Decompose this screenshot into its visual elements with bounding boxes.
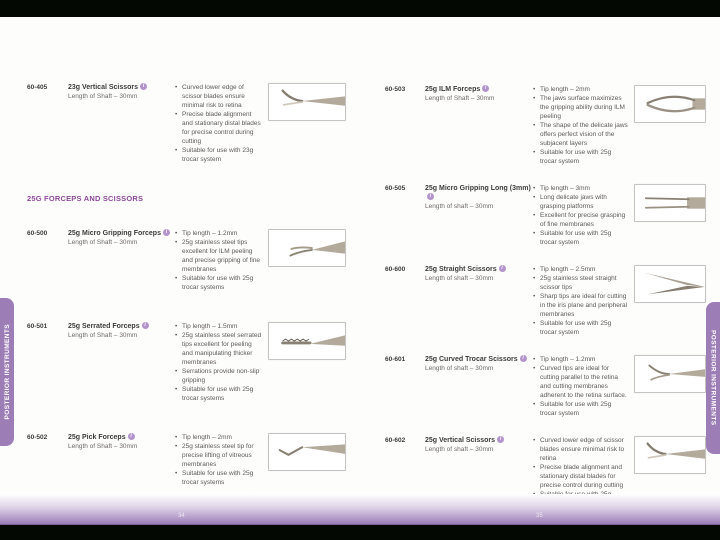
feature-list	[533, 184, 634, 247]
product-row	[27, 322, 346, 403]
info-icon[interactable]: i	[427, 193, 434, 200]
product-name: 25g ILM Forceps	[425, 86, 481, 93]
feature-item: • Curved tips are ideal for cutting parallel to the retina and cutting membranes adherent to the retina surface.	[533, 364, 628, 400]
product-title-block	[68, 322, 175, 340]
sidebar-tab-posterior-instruments-left	[0, 298, 14, 446]
product-name: 25g Vertical Scissors	[425, 437, 496, 444]
info-icon[interactable]: i	[482, 85, 489, 92]
product-name: 25g Straight Scissors	[425, 266, 497, 273]
feature-item: • Tip length – 2mm	[533, 85, 628, 94]
feature-item: • Tip length – 1.2mm	[175, 229, 262, 238]
feature-item: • Suitable for use with 25g trocar system	[533, 148, 628, 166]
product-code: 60-500	[27, 230, 48, 237]
product-code: 60-405	[27, 84, 48, 91]
feature-item: • Suitable for use with 23g trocar system	[175, 146, 262, 164]
feature-item: • Suitable for use with 25g trocar systems	[175, 274, 262, 292]
feature-item: • Suitable for use with 25g trocar system	[533, 400, 628, 418]
instrument-photo-forceps-ilm	[634, 85, 706, 123]
instrument-photo-forceps-pick	[268, 433, 346, 471]
shaft-length-label: Length of shaft – 30mm	[425, 365, 494, 372]
product-title-block	[425, 436, 533, 454]
product-code: 60-502	[27, 434, 48, 441]
feature-item: • Sharp tips are ideal for cutting in the iris plane and peripheral membranes	[533, 292, 628, 319]
product-row	[27, 433, 346, 487]
instrument-photo-scissors-curved-vertical	[268, 83, 346, 121]
shaft-length-label: Length of shaft – 30mm	[425, 446, 494, 453]
feature-item: • Precise blade alignment and stationary distal blades for precise control during cutting	[175, 110, 262, 146]
product-row	[27, 229, 346, 292]
product-title-block	[68, 433, 175, 451]
product-row	[385, 85, 706, 166]
feature-item: • Suitable for use with 25g trocar system	[533, 319, 628, 337]
footer-gradient-band	[0, 494, 720, 525]
feature-item: • Precise blade alignment and stationary distal blades for precise control during cutting	[533, 463, 628, 490]
product-code: 60-602	[385, 437, 406, 444]
feature-item: • The shape of the delicate jaws offers perfect vision of the subjacent layers	[533, 121, 628, 148]
product-title-block	[425, 265, 533, 283]
instrument-photo-scissors-curved-vertical	[634, 436, 706, 474]
product-code: 60-601	[385, 356, 406, 363]
product-name: 25g Micro Gripping Forceps	[68, 230, 161, 237]
feature-list	[175, 83, 268, 164]
product-name: 25g Micro Gripping Long (3mm)	[425, 185, 531, 192]
feature-item: • Excellent for precise grasping of fine membranes	[533, 211, 628, 229]
product-row	[385, 184, 706, 247]
page-number-left: 34	[178, 513, 185, 519]
product-title-block	[68, 229, 175, 247]
info-icon[interactable]: i	[163, 229, 170, 236]
feature-item: • 25g stainless steel tips excellent for ILM peeling and precise gripping of fine membranes	[175, 238, 262, 274]
feature-item: • 25g stainless steel serrated tips excellent for peeling and manipulating thicker membranes	[175, 331, 262, 367]
shaft-length-label: Length of Shaft – 30mm	[68, 443, 138, 450]
feature-item: • Curved lower edge of scissor blades ensure minimal risk to retina	[533, 436, 628, 463]
shaft-length-label: Length of Shaft – 30mm	[68, 239, 138, 246]
shaft-length-label: Length of Shaft – 30mm	[68, 93, 138, 100]
info-icon[interactable]: i	[142, 322, 149, 329]
page-number-right: 35	[536, 513, 543, 519]
feature-list	[175, 229, 268, 292]
feature-item: • Tip length – 1.5mm	[175, 322, 262, 331]
section-heading: 25G FORCEPS AND SCISSORS	[27, 194, 144, 203]
page-left	[27, 17, 346, 517]
product-row	[385, 265, 706, 337]
feature-list	[175, 433, 268, 487]
feature-list	[533, 355, 634, 418]
instrument-photo-scissors-straight	[634, 265, 706, 303]
feature-item: • The jaws surface maximizes the gripping ability during ILM peeling	[533, 94, 628, 121]
info-icon[interactable]: i	[128, 433, 135, 440]
sidebar-tab-label: POSTERIOR INSTRUMENTS	[3, 324, 11, 420]
product-name: 25g Serrated Forceps	[68, 323, 140, 330]
info-icon[interactable]: i	[497, 436, 504, 443]
product-row	[385, 355, 706, 418]
feature-item: • Tip length – 1.2mm	[533, 355, 628, 364]
feature-item: • Tip length – 2.5mm	[533, 265, 628, 274]
info-icon[interactable]: i	[140, 83, 147, 90]
product-name: 25g Curved Trocar Scissors	[425, 356, 518, 363]
feature-list	[533, 85, 634, 166]
instrument-photo-scissors-curved-trocar	[634, 355, 706, 393]
shaft-length-label: Length of Shaft – 30mm	[68, 332, 138, 339]
product-title-block	[425, 184, 533, 211]
product-code: 60-505	[385, 185, 406, 192]
instrument-photo-forceps-serrated	[268, 322, 346, 360]
info-icon[interactable]: i	[499, 265, 506, 272]
instrument-photo-forceps-micro-gripping	[268, 229, 346, 267]
feature-item: • Suitable for use with 25g trocar systems	[175, 469, 262, 487]
catalog-spread	[0, 17, 720, 525]
sidebar-tab-label: POSTERIOR INSTRUMENTS	[709, 330, 717, 426]
sidebar-tab-posterior-instruments-right	[706, 302, 720, 454]
feature-item: • Tip length – 3mm	[533, 184, 628, 193]
feature-item: • Curved lower edge of scissor blades ensure minimal risk to retina	[175, 83, 262, 110]
feature-list	[175, 322, 268, 403]
product-code: 60-503	[385, 86, 406, 93]
feature-item: • Suitable for use with 25g trocar systems	[175, 385, 262, 403]
feature-item: • Suitable for use with 25g trocar system	[533, 229, 628, 247]
feature-item: • Long delicate jaws with grasping platforms	[533, 193, 628, 211]
feature-item: • 25g stainless steel tip for precise lifting of vitreous membranes	[175, 442, 262, 469]
product-code: 60-600	[385, 266, 406, 273]
product-code: 60-501	[27, 323, 48, 330]
shaft-length-label: Length of Shaft – 30mm	[425, 95, 495, 102]
page-right	[385, 17, 706, 526]
product-title-block	[68, 83, 175, 101]
product-title-block	[425, 355, 533, 373]
info-icon[interactable]: i	[520, 355, 527, 362]
shaft-length-label: Length of shaft – 30mm	[425, 203, 494, 210]
product-row	[27, 83, 346, 164]
feature-item: • Serrations provide non-slip gripping	[175, 367, 262, 385]
feature-item: • Tip length – 2mm	[175, 433, 262, 442]
feature-list	[533, 265, 634, 337]
product-name: 23g Vertical Scissors	[68, 84, 139, 91]
feature-item: • 25g stainless steel straight scissor tips	[533, 274, 628, 292]
instrument-photo-forceps-long-jaws	[634, 184, 706, 222]
product-name: 25g Pick Forceps	[68, 434, 126, 441]
product-title-block	[425, 85, 533, 103]
shaft-length-label: Length of shaft – 30mm	[425, 275, 494, 282]
